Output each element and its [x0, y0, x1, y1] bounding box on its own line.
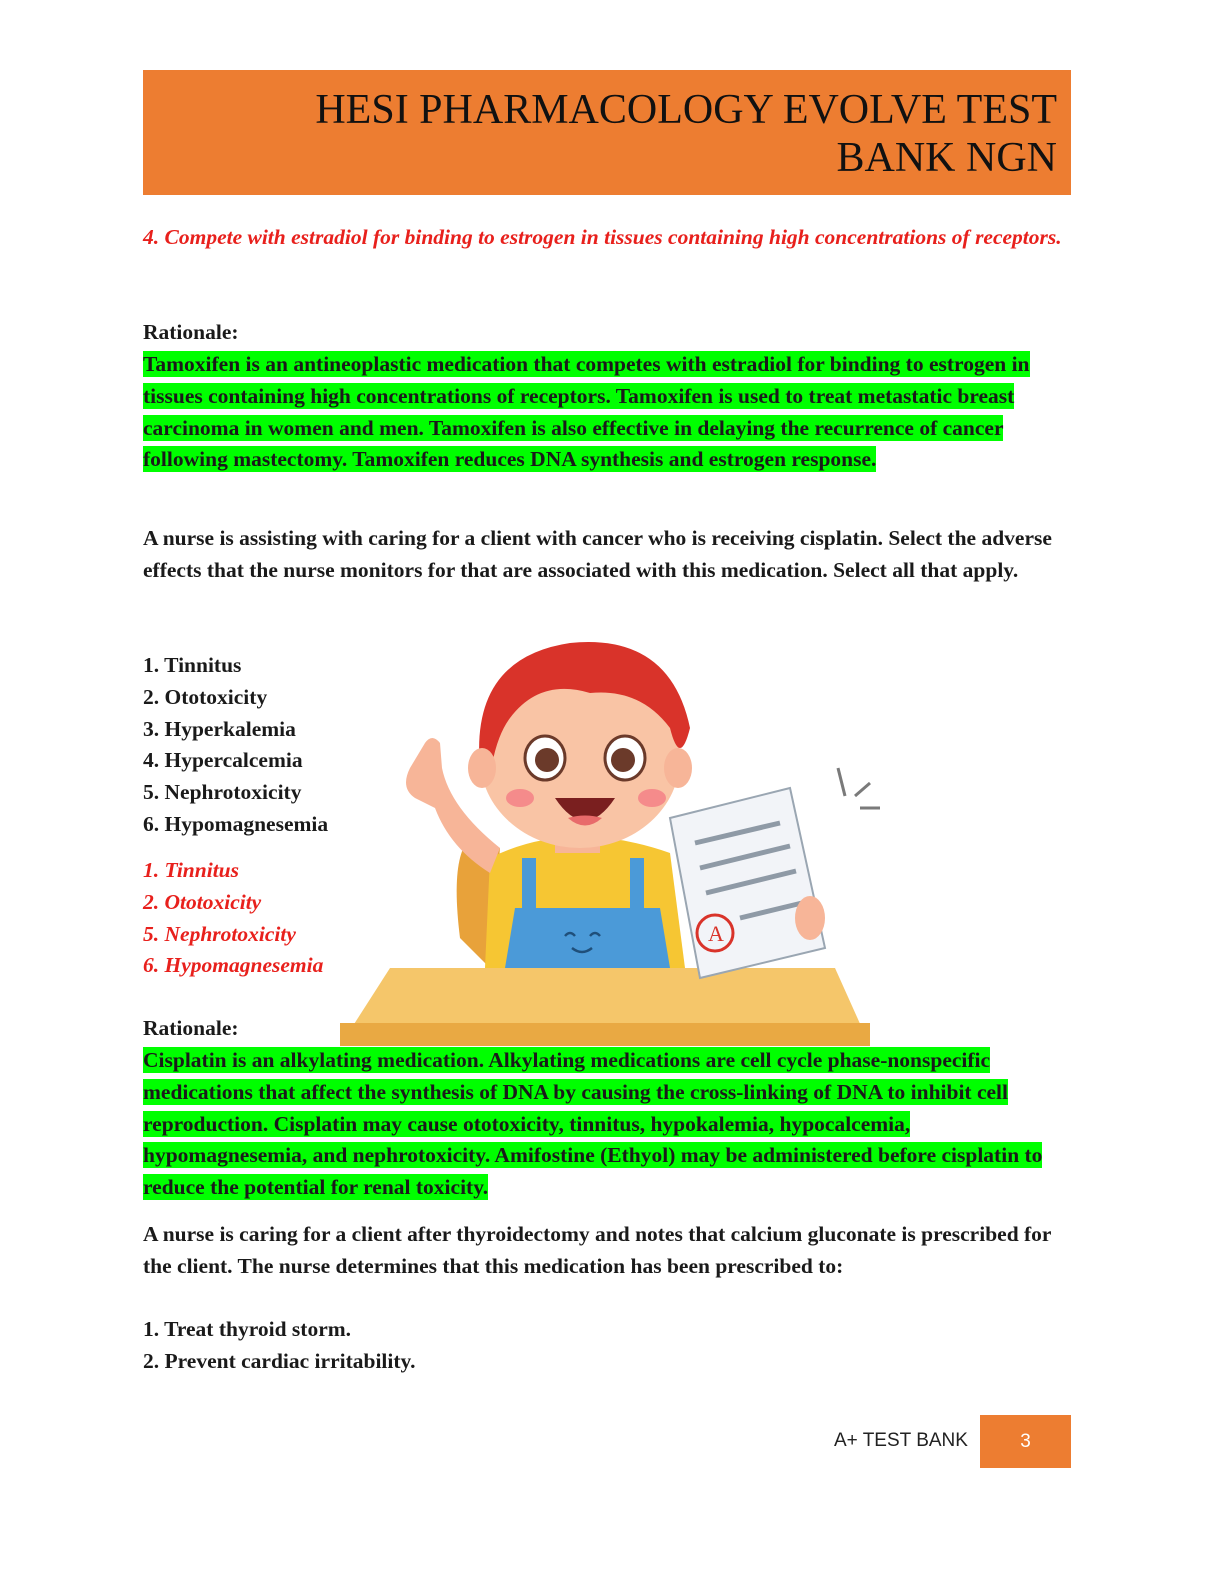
sparkle — [855, 783, 870, 796]
list-item: 6. Hypomagnesemia — [143, 811, 329, 836]
answer-item: 6. Hypomagnesemia — [143, 953, 324, 978]
answer-item: 1. Tinnitus — [143, 858, 239, 882]
grade-mark: A — [708, 921, 724, 946]
document-title — [315, 86, 1057, 182]
title-line-1: HESI PHARMACOLOGY EVOLVE TEST — [315, 87, 1057, 133]
q1-rationale-label: Rationale: — [143, 320, 239, 344]
pupil-right — [611, 748, 635, 772]
list-item: 4. Hypercalcemia — [143, 748, 303, 773]
header-banner — [143, 70, 1071, 195]
sparkle — [838, 768, 845, 796]
paper-hand — [795, 896, 825, 940]
list-item: 5. Nephrotoxicity — [143, 780, 302, 805]
pupil-left — [535, 748, 559, 772]
q3-question: A nurse is caring for a client after thyroidectomy and notes that calcium gluconate is prescribed for the client. The nurse determines that this medication has been prescribed to: — [143, 1222, 1052, 1278]
q2-rationale-text: Cisplatin is an alkylating medication. Alkylating medications are cell cycle phase-nonspecific medications that affect the synthesis of DNA by causing the cross-linking of DNA to inhibit cell reproduction. Cisplatin may cause ototoxicity, tinnitus, hypokalemia, hypocalcemia, hypomagnesemia, and nephrotoxicity. Amifostine (Ethyol) may be administered before cisplatin to reduce the potential for renal toxicity. — [143, 1048, 1043, 1200]
list-item: 2. Ototoxicity — [143, 684, 268, 709]
ear-left — [468, 748, 496, 788]
list-item: 1. Treat thyroid storm. — [143, 1317, 352, 1341]
answer-item: 2. Ototoxicity — [143, 889, 262, 914]
list-item: 3. Hyperkalemia — [143, 716, 296, 741]
cheek-left — [506, 789, 534, 807]
list-item: 1. Tinnitus — [143, 653, 242, 677]
answer-item: 5. Nephrotoxicity — [143, 921, 296, 946]
kid-with-test-illustration — [340, 618, 885, 1046]
q2-rationale-label: Rationale: — [143, 1016, 239, 1040]
title-line-2: BANK NGN — [836, 135, 1057, 181]
q2-answers — [143, 855, 323, 982]
q2-options — [143, 650, 328, 841]
q1-rationale — [143, 349, 1073, 476]
ear-right — [664, 748, 692, 788]
overall-strap-left — [522, 858, 536, 913]
footer-label: A+ TEST BANK — [834, 1430, 968, 1451]
overalls — [505, 908, 670, 968]
q1-rationale-text: Tamoxifen is an antineoplastic medication that competes with estradiol for binding to estrogen in tissues containing high concentrations of receptors. Tamoxifen is used to treat metastatic breast carcinoma in women and men. Tamoxifen is also effective in delaying the recurrence of cancer following mastectomy. Tamoxifen reduces DNA synthesis and estrogen response. — [143, 352, 1030, 472]
overall-strap-right — [630, 858, 644, 913]
q1-answer: 4. Compete with estradiol for binding to estrogen in tissues containing high concentrations of receptors. — [143, 225, 1062, 249]
q2-question: A nurse is assisting with caring for a client with cancer who is receiving cisplatin. Select the adverse effects that the nurse monitors for that are associated with this medication. Select all that apply. — [143, 526, 1052, 582]
list-item: 2. Prevent cardiac irritability. — [143, 1348, 416, 1373]
cheek-right — [638, 789, 666, 807]
q2-rationale — [143, 1045, 1073, 1204]
q3-options — [143, 1314, 415, 1378]
page-number: 3 — [980, 1415, 1071, 1468]
